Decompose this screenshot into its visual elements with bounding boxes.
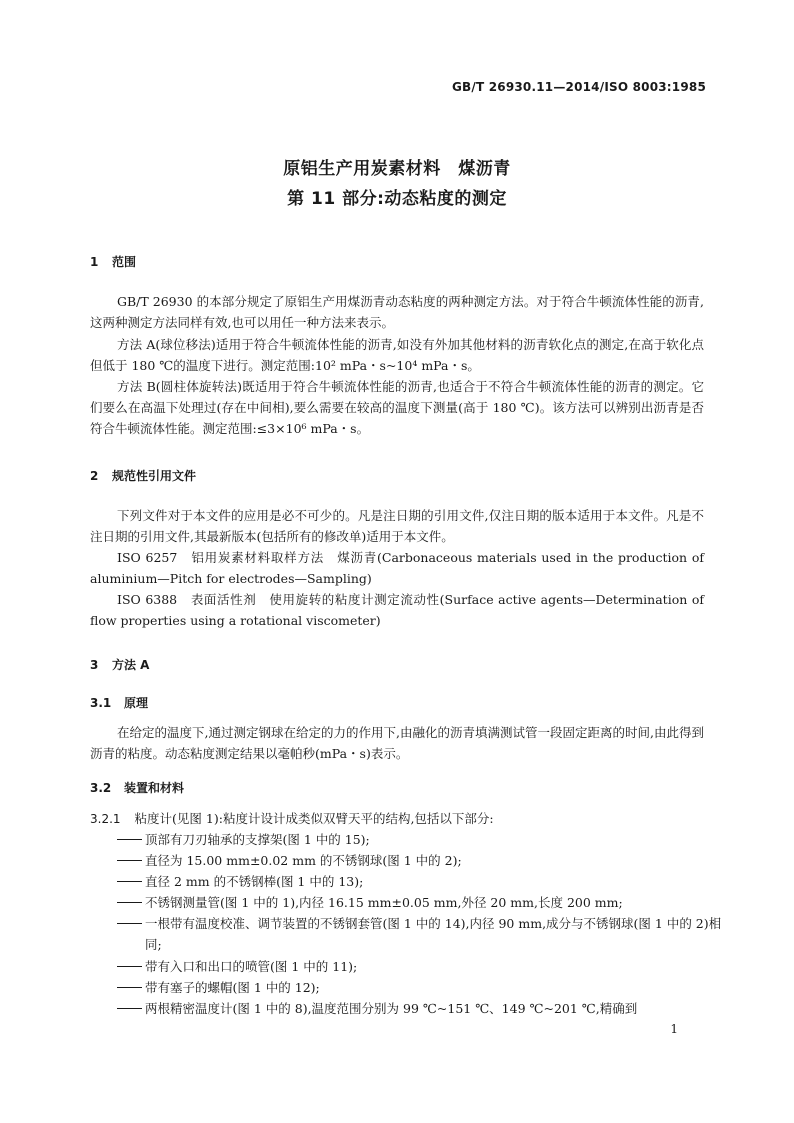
clause-text: 粘度计(见图 1):粘度计设计成类似双臂天平的结构,包括以下部分: — [134, 811, 494, 826]
page-number: 1 — [670, 1022, 678, 1036]
list-item: 两根精密温度计(图 1 中的 8),温度范围分别为 99 ℃~151 ℃、149 ℃~201 ℃,精确到 — [117, 998, 735, 1019]
list-item: 一根带有温度校准、调节装置的不锈钢套管(图 1 中的 14),内径 90 mm,成分与不锈钢球(图 1 中的 2)相同; — [117, 913, 735, 955]
normative-reference-iso-6257: ISO 6257 铝用炭素材料取样方法 煤沥青(Carbonaceous materials used in the production of aluminium—Pitch for electrodes—Sampling) — [90, 550, 704, 586]
em-dash-bullet — [117, 829, 145, 850]
scope-paragraph-2: 方法 A(球位移法)适用于符合牛顿流体性能的沥青,如没有外加其他材料的沥青软化点的测定,在高于软化点但低于 180 ℃的温度下进行。测定范围:10² mPa・s~10⁴ mPa・s。 — [90, 337, 704, 373]
normative-intro-paragraph: 下列文件对于本文件的应用是必不可少的。凡是注日期的引用文件,仅注日期的版本适用于本文件。凡是不注日期的引用文件,其最新版本(包括所有的修改单)适用于本文件。 — [90, 508, 704, 544]
section-title: 范围 — [112, 255, 137, 269]
standard-code: GB/T 26930.11—2014/ISO 8003:1985 — [451, 80, 706, 94]
section-heading-normative-references — [90, 467, 196, 484]
document-title-line2: 第 11 部分:动态粘度的测定 — [287, 189, 507, 209]
section-heading-scope — [90, 253, 136, 270]
section-heading-apparatus — [90, 779, 184, 796]
section-title: 装置和材料 — [124, 781, 185, 795]
section-number: 3 — [90, 658, 99, 672]
section-title: 规范性引用文件 — [112, 469, 197, 483]
em-dash-bullet — [117, 913, 145, 934]
em-dash-bullet — [117, 892, 145, 913]
scope-paragraph-1: GB/T 26930 的本部分规定了原铝生产用煤沥青动态粘度的两种测定方法。对于符合牛顿流体性能的沥青,这两种测定方法同样有效,也可以用任一种方法来表示。 — [90, 294, 704, 330]
list-item: 不锈钢测量管(图 1 中的 1),内径 16.15 mm±0.05 mm,外径 20 mm,长度 200 mm; — [117, 892, 735, 913]
section-title: 原理 — [124, 696, 149, 710]
normative-reference-iso-6388: ISO 6388 表面活性剂 使用旋转的粘度计测定流动性(Surface active agents—Determination of flow properties using a rotational viscometer) — [90, 592, 704, 628]
scope-paragraph-3: 方法 B(圆柱体旋转法)既适用于符合牛顿流体性能的沥青,也适合于不符合牛顿流体性能的沥青的测定。它们要么在高温下处理过(存在中间相),要么需要在较高的温度下测量(高于 180 ℃)。该方法可以辨别出沥青是否符合牛顿流体性能。测定范围:≤3×10⁶ mPa・s。 — [90, 379, 704, 436]
section-number: 3.1 — [90, 696, 112, 710]
clause-number: 3.2.1 — [90, 812, 121, 826]
list-item: 顶部有刀刃轴承的支撑架(图 1 中的 15); — [117, 829, 735, 850]
list-item: 带有入口和出口的喷管(图 1 中的 11); — [117, 956, 735, 977]
section-number: 3.2 — [90, 781, 112, 795]
list-item: 直径 2 mm 的不锈钢棒(图 1 中的 13); — [117, 871, 735, 892]
section-heading-method-a — [90, 656, 149, 673]
em-dash-bullet — [117, 956, 145, 977]
em-dash-bullet — [117, 977, 145, 998]
principle-paragraph: 在给定的温度下,通过测定钢球在给定的力的作用下,由融化的沥青填满测试管一段固定距离的时间,由此得到沥青的粘度。动态粘度测定结果以毫帕秒(mPa・s)表示。 — [90, 725, 704, 761]
clause-viscometer — [90, 808, 704, 830]
em-dash-bullet — [117, 871, 145, 892]
section-number: 1 — [90, 255, 99, 269]
list-item: 直径为 15.00 mm±0.02 mm 的不锈钢球(图 1 中的 2); — [117, 850, 735, 871]
section-heading-principle — [90, 694, 148, 711]
em-dash-bullet — [117, 850, 145, 871]
section-number: 2 — [90, 469, 99, 483]
document-title-line1: 原铝生产用炭素材料 煤沥青 — [283, 159, 511, 179]
list-item: 带有塞子的螺帽(图 1 中的 12); — [117, 977, 735, 998]
em-dash-bullet — [117, 998, 145, 1019]
section-title: 方法 A — [112, 658, 150, 672]
